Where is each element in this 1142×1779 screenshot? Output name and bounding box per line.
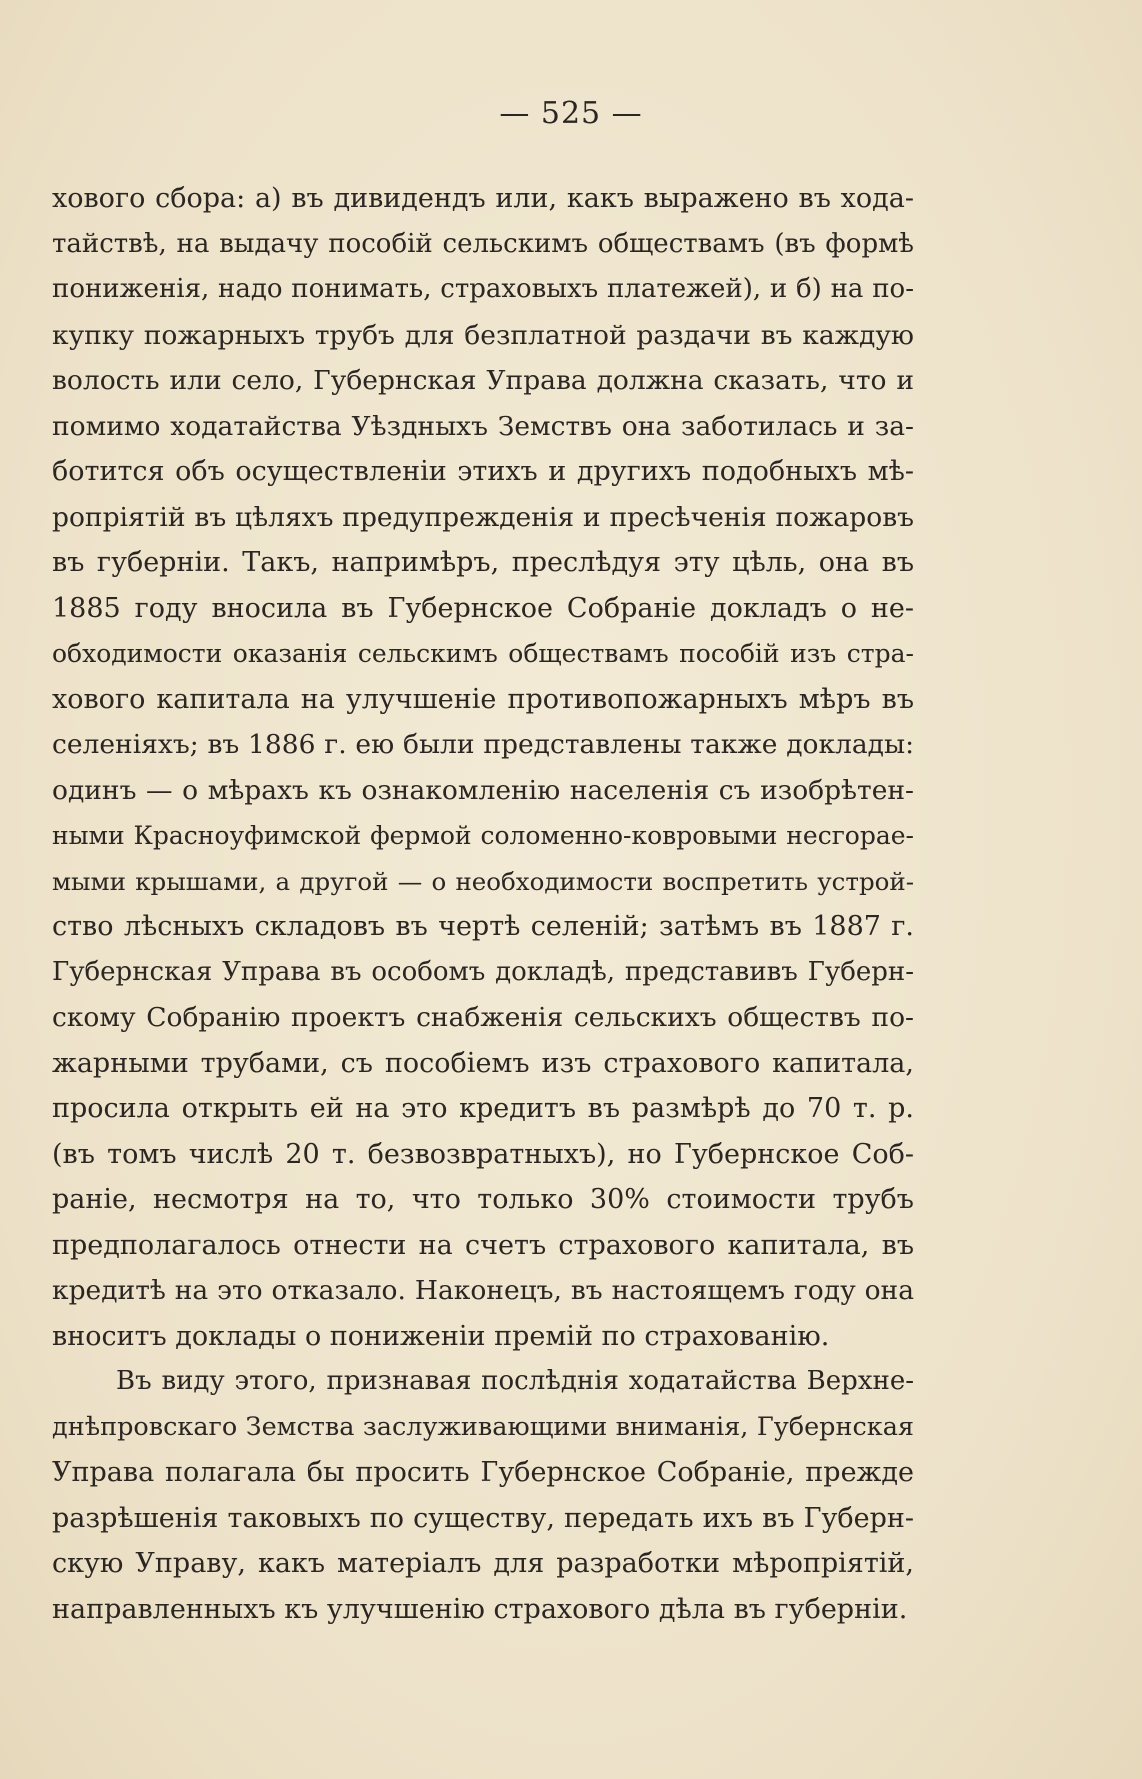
text-line: одинъ — о мѣрахъ къ ознакомленію населенія съ изобрѣтен- <box>52 774 914 806</box>
text-line: 1885 году вносила въ Губернское Собраніе докладъ о не- <box>52 592 914 624</box>
paragraph-2 <box>52 1359 914 1632</box>
text-line: мыми крышами, а другой — о необходимости воспретить устрой- <box>52 866 914 896</box>
text-line: хового капитала на улучшеніе противопожарныхъ мѣръ въ <box>52 683 914 715</box>
body-text <box>52 176 914 1632</box>
text-line: хового сбора: а) въ дивидендъ или, какъ выражено въ хода- <box>52 183 914 214</box>
text-line: скому Собранію проектъ снабженія сельскихъ обществъ по- <box>52 1002 914 1033</box>
text-line: днѣпровскаго Земства заслуживающими вниманія, Губернская <box>52 1411 914 1442</box>
text-line: предполагалось отнести на счетъ страхового капитала, въ <box>52 1229 914 1261</box>
text-line: (въ томъ числѣ 20 т. безвозвратныхъ), но Губернское Соб- <box>52 1138 914 1170</box>
text-line: купку пожарныхъ трубъ для безплатной раздачи въ каждую <box>52 319 914 351</box>
text-line: пониженія, надо понимать, страховыхъ платежей), и б) на по- <box>52 274 914 304</box>
text-line: селеніяхъ; въ 1886 г. ею были представлены также доклады: <box>52 729 914 760</box>
text-line: помимо ходатайства Уѣздныхъ Земствъ она заботилась и за- <box>52 410 914 442</box>
text-line: ропріятій въ цѣляхъ предупрежденія и пресѣченія пожаровъ <box>52 501 914 533</box>
paragraph-1 <box>52 176 914 1359</box>
text-line: скую Управу, какъ матеріалъ для разработки мѣропріятій, <box>52 1548 914 1579</box>
text-line: ными Красноуфимской фермой соломенно-ковровыми несгорае- <box>52 821 914 850</box>
text-line: ботится объ осуществленіи этихъ и другихъ подобныхъ мѣ- <box>52 456 914 487</box>
text-line: кредитѣ на это отказало. Наконецъ, въ настоящемъ году она <box>52 1275 914 1306</box>
text-line: Управа полагала бы просить Губернское Собраніе, прежде <box>52 1457 914 1488</box>
text-line: раніе, несмотря на то, что только 30% стоимости трубъ <box>52 1184 914 1215</box>
text-line: ство лѣсныхъ складовъ въ чертѣ селеній; затѣмъ въ 1887 г. <box>52 911 914 942</box>
text-line: тайствѣ, на выдачу пособій сельскимъ обществамъ (въ формѣ <box>52 228 914 259</box>
text-line: волость или село, Губернская Управа должна сказать, что и <box>52 365 914 396</box>
text-line: разрѣшенія таковыхъ по существу, передать ихъ въ Губерн- <box>52 1502 914 1534</box>
text-line: Губернская Управа въ особомъ докладѣ, представивъ Губерн- <box>52 956 914 987</box>
text-line: просила открыть ей на это кредитъ въ размѣрѣ до 70 т. р. <box>52 1093 914 1124</box>
page-number: — 525 — <box>499 96 643 131</box>
text-line: Въ виду этого, признавая послѣднія ходатайства Верхне- <box>116 1366 914 1396</box>
text-line: вноситъ доклады о пониженіи премій по страхованію. <box>52 1320 830 1352</box>
text-line: направленныхъ къ улучшенію страхового дѣла въ губерніи. <box>52 1593 908 1625</box>
text-line: жарными трубами, съ пособіемъ изъ страхового капитала, <box>52 1047 914 1079</box>
text-line: въ губерніи. Такъ, напримѣръ, преслѣдуя эту цѣль, она въ <box>52 547 914 578</box>
text-line: обходимости оказанія сельскимъ обществамъ пособій изъ стра- <box>52 639 914 668</box>
